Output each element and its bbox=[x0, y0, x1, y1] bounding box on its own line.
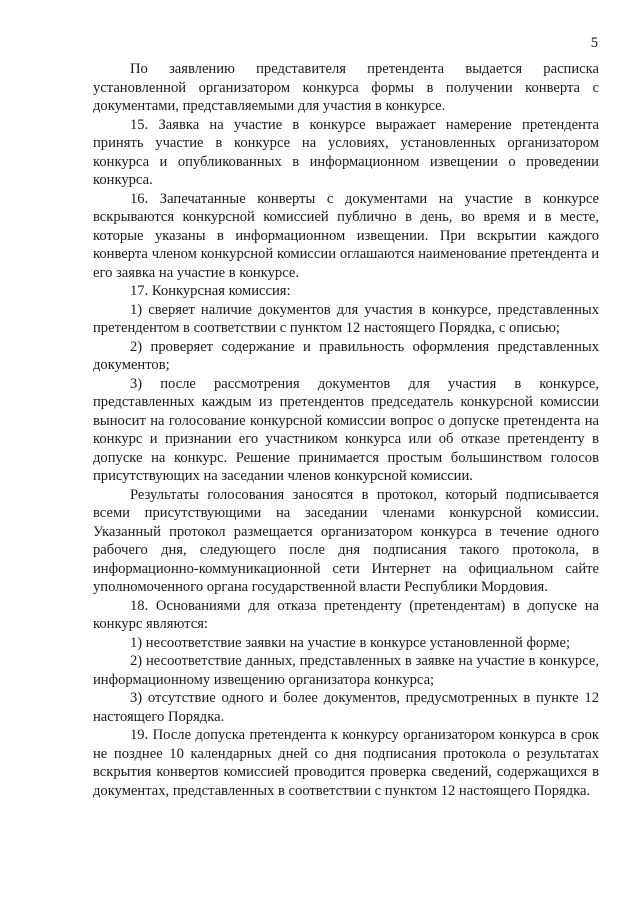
document-body bbox=[93, 60, 599, 800]
paragraph-17: 17. Конкурсная комиссия: bbox=[130, 283, 291, 299]
paragraph-17-item-2: 2) проверяет содержание и правильность оформления представленных документов; bbox=[93, 338, 599, 373]
paragraph-18-item-3: 3) отсутствие одного и более документов, предусмотренных в пункте 12 настоящего Порядка. bbox=[93, 690, 599, 725]
paragraph-17-item-1: 1) сверяет наличие документов для участия в конкурсе, представленных претендентом в соответствии с пунктом 12 настоящего Порядка, с описью; bbox=[93, 301, 599, 336]
paragraph-18: 18. Основаниями для отказа претенденту (претендентам) в допуске на конкурс являются: bbox=[93, 597, 599, 632]
paragraph-voting-results: Результаты голосования заносятся в протокол, который подписывается всеми присутствующими на заседании членами конкурсной комиссии. Указанный протокол размещается организатором конкурса в течение одного рабочего дня, следующего после дня подписания такого протокола, в информационно-коммуникационной сети Интернет на официальном сайте уполномоченного органа государственной власти Республики Мордовия. bbox=[93, 486, 599, 595]
paragraph-17-item-3: 3) после рассмотрения документов для участия в конкурсе, представленных каждым из претендентов председатель конкурсной комиссии выносит на голосование конкурсной комиссии вопрос о допуске претендента на конкурс и признании его участником конкурса или об отказе претенденту в допуске на конкурс. Решение принимается простым большинством голосов присутствующих на заседании членов конкурсной комиссии. bbox=[93, 375, 599, 484]
paragraph-19: 19. После допуска претендента к конкурсу организатором конкурса в срок не позднее 10 календарных дней со дня подписания протокола о результатах вскрытия конвертов комиссией проводится проверка сведений, содержащихся в документах, представленных в соответствии с пунктом 12 настоящего Порядка. bbox=[93, 727, 599, 799]
paragraph-18-item-2: 2) несоответствие данных, представленных в заявке на участие в конкурсе, информационному извещению организатора конкурса; bbox=[93, 653, 599, 688]
paragraph-18-item-1: 1) несоответствие заявки на участие в конкурсе установленной форме; bbox=[130, 634, 571, 651]
paragraph-15: 15. Заявка на участие в конкурсе выражает намерение претендента принять участие в конкурсе на условиях, установленных организатором конкурса и опубликованных в информационном извещении о проведении конкурса. bbox=[93, 116, 599, 188]
paragraph-16: 16. Запечатанные конверты с документами на участие в конкурсе вскрываются конкурсной комиссией публично в день, во время и в месте, которые указаны в информационном извещении. При вскрытии каждого конверта членом конкурсной комиссии оглашаются наименование претендента и его заявка на участие в конкурсе. bbox=[93, 190, 599, 281]
page-number: 5 bbox=[590, 35, 598, 51]
paragraph-receipt: По заявлению представителя претендента выдается расписка установленной организатором конкурса формы в получении конверта с документами, представляемыми для участия в конкурсе. bbox=[93, 61, 599, 114]
